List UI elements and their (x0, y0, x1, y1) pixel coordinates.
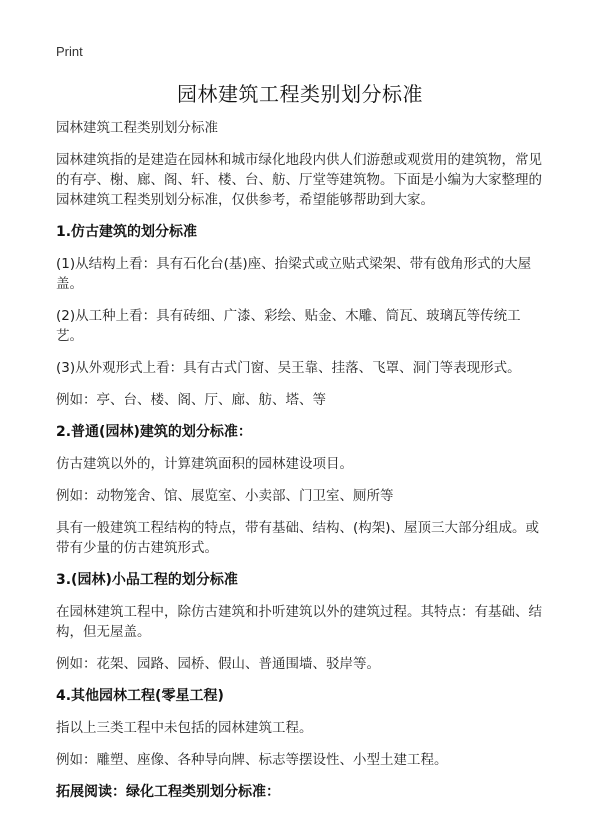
section-other-works (56, 686, 544, 770)
section-ancient-buildings (56, 222, 544, 410)
section-paragraph: 在园林建筑工程中，除仿古建筑和扑听建筑以外的建筑过程。其特点：有基础、结构，但无屋盖。 (56, 604, 542, 640)
intro-paragraph: 园林建筑指的是建造在园林和城市绿化地段内供人们游憩或观赏用的建筑物，常见的有亭、榭、廊、阁、轩、楼、台、舫、厅堂等建筑物。下面是小编为大家整理的园林建筑工程类别划分标准，仅供参考，希望能够帮助到大家。 (56, 152, 542, 208)
section-heading: 4.其他园林工程(零星工程) (56, 688, 224, 704)
section-paragraph: 例如：雕塑、座像、各种导向牌、标志等摆设性、小型土建工程。 (56, 752, 448, 768)
section-general-buildings (56, 422, 544, 558)
section-paragraph: 指以上三类工程中未包括的园林建筑工程。 (56, 720, 313, 736)
section-heading: 1.仿古建筑的划分标准 (56, 224, 198, 240)
section-paragraph: 例如：亭、台、楼、阁、厅、廊、舫、塔、等 (56, 392, 326, 408)
article-body (56, 118, 544, 802)
section-paragraph: 例如：动物笼舍、馆、展览室、小卖部、门卫室、厕所等 (56, 488, 394, 504)
extended-reading-heading: 拓展阅读：绿化工程类别划分标准： (56, 784, 280, 800)
section-paragraph: 具有一般建筑工程结构的特点，带有基础、结构、(构架)、屋顶三大部分组成。或带有少量的仿古建筑形式。 (56, 520, 540, 556)
section-paragraph: 仿古建筑以外的，计算建筑面积的园林建设项目。 (56, 456, 353, 472)
section-heading: 2.普通(园林)建筑的划分标准： (56, 424, 252, 440)
section-heading: 3.(园林)小品工程的划分标准 (56, 572, 238, 588)
section-paragraph: (3)从外观形式上看：具有古式门窗、吴王靠、挂落、飞罩、洞门等表现形式。 (56, 360, 521, 376)
section-paragraph: 例如：花架、园路、园桥、假山、普通围墙、驳岸等。 (56, 656, 380, 672)
section-paragraph: (1)从结构上看：具有石化台(基)座、抬梁式或立贴式梁架、带有戗角形式的大屋盖。 (56, 256, 532, 292)
article-subtitle: 园林建筑工程类别划分标准 (56, 120, 218, 136)
page-title: 园林建筑工程类别划分标准 (177, 82, 423, 106)
print-link[interactable]: Print (56, 44, 83, 59)
section-paragraph: (2)从工种上看：具有砖细、广漆、彩绘、贴金、木雕、筒瓦、玻璃瓦等传统工艺。 (56, 308, 521, 344)
section-small-works (56, 570, 544, 674)
